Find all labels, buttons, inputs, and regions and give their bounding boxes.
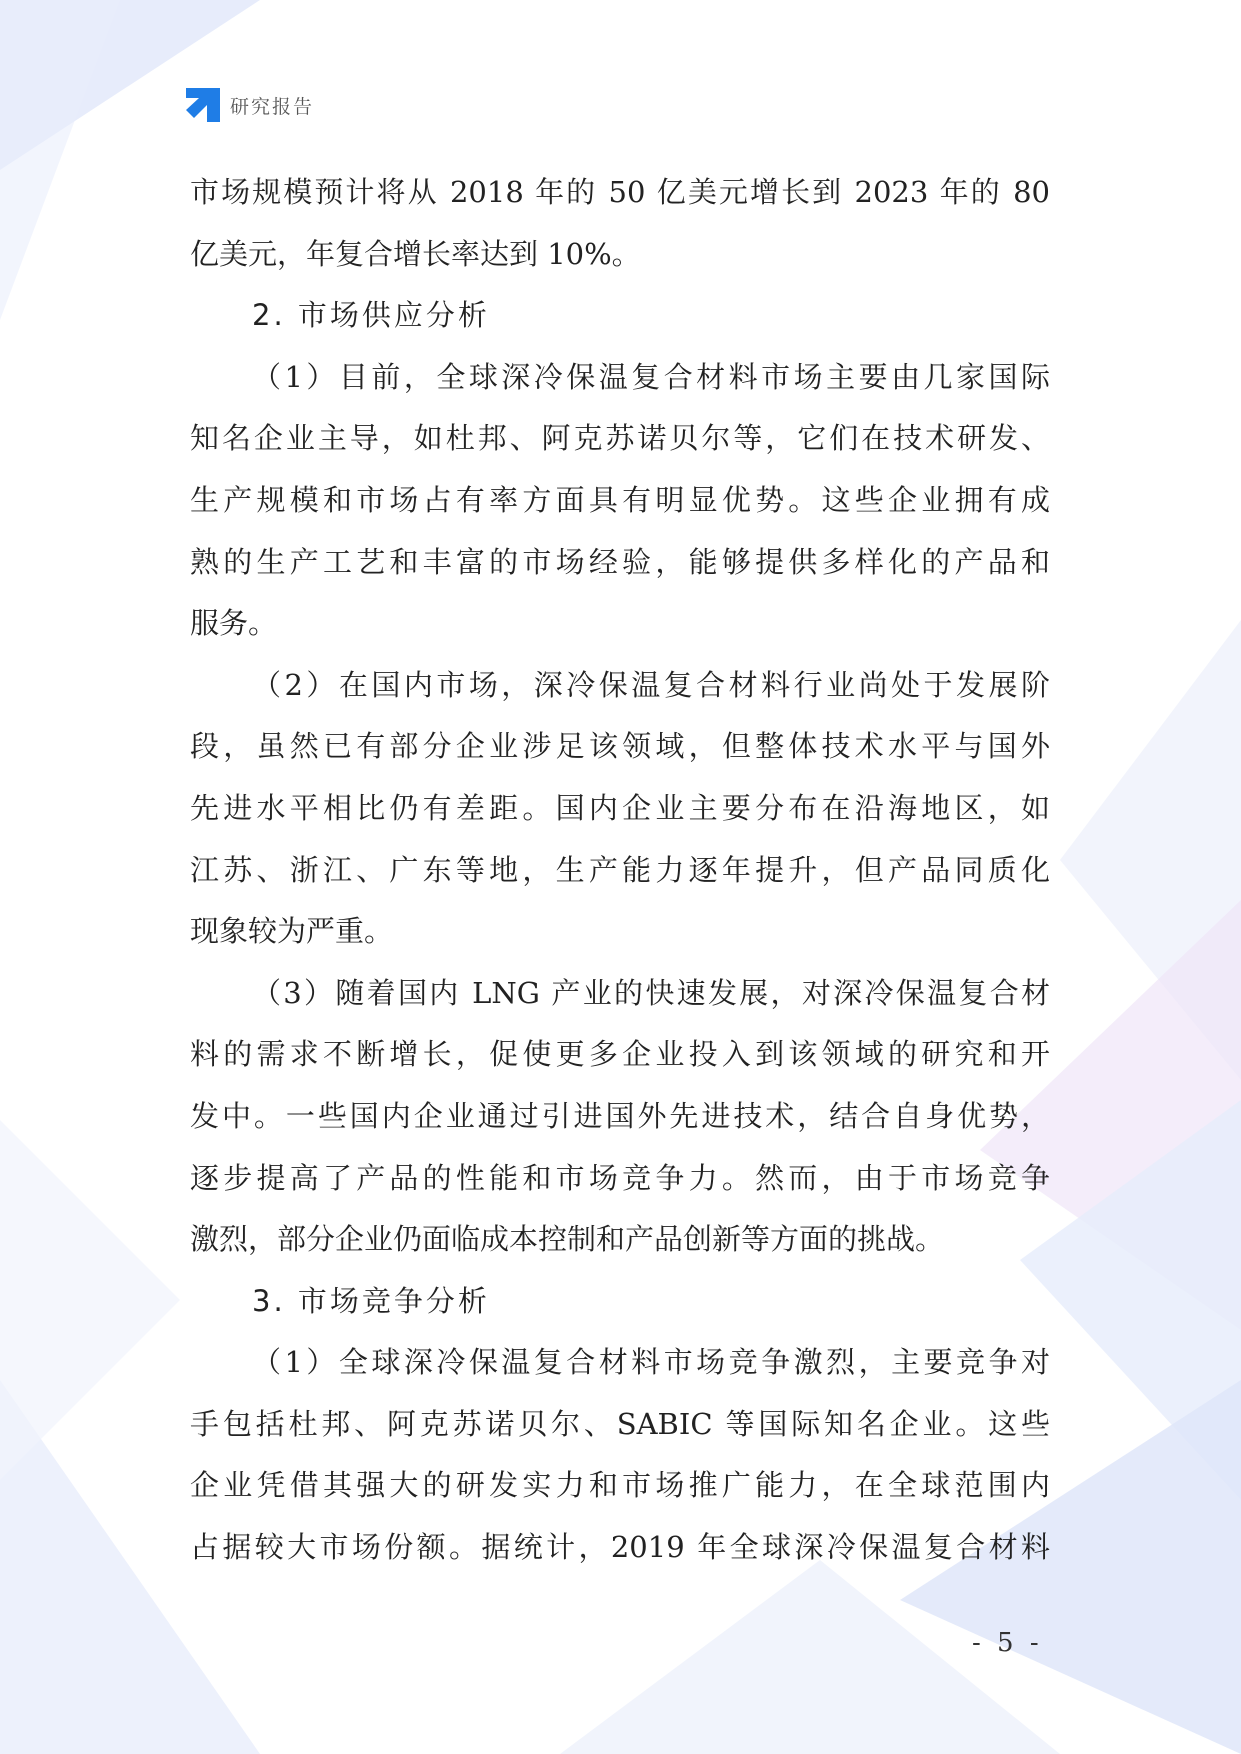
body-line: 发中。一些国内企业通过引进国外先进技术，结合自身优势， [190, 1098, 1050, 1133]
body-line: （1）全球深冷保温复合材料市场竞争激烈，主要竞争对 [252, 1345, 1050, 1380]
body-line: 手包括杜邦、阿克苏诺贝尔、SABIC 等国际知名企业。这些 [190, 1406, 1050, 1441]
background-shape [0, 1120, 180, 1480]
body-line: 料的需求不断增长，促使更多企业投入到该领域的研究和开 [190, 1037, 1050, 1072]
document-body [190, 162, 1050, 1579]
header-title: 研究报告 [230, 95, 315, 118]
body-line: （1）目前，全球深冷保温复合材料市场主要由几家国际 [252, 359, 1050, 394]
body-line: 段，虽然已有部分企业涉足该领域，但整体技术水平与国外 [190, 729, 1050, 764]
report-header [186, 88, 314, 122]
body-line: 江苏、浙江、广东等地，生产能力逐年提升，但产品同质化 [190, 852, 1050, 887]
body-line: 市场规模预计将从 2018 年的 50 亿美元增长到 2023 年的 80 [190, 175, 1050, 209]
page-number: - 5 - [972, 1628, 1043, 1658]
body-line: 服务。 [190, 606, 278, 641]
body-line: 亿美元，年复合增长率达到 10%。 [190, 236, 641, 271]
body-line: （2）在国内市场，深冷保温复合材料行业尚处于发展阶 [252, 667, 1050, 702]
body-line: 企业凭借其强大的研发实力和市场推广能力，在全球范围内 [190, 1468, 1050, 1503]
section-heading: 2. 市场供应分析 [252, 298, 490, 333]
body-line: 熟的生产工艺和丰富的市场经验，能够提供多样化的产品和 [190, 544, 1050, 579]
body-line: （3）随着国内 LNG 产业的快速发展，对深冷保温复合材 [252, 975, 1050, 1010]
background-shape [0, 0, 120, 320]
body-line: 先进水平相比仍有差距。国内企业主要分布在沿海地区，如 [190, 790, 1050, 825]
body-line: 占据较大市场份额。据统计，2019 年全球深冷保温复合材料 [190, 1530, 1050, 1565]
body-line: 激烈，部分企业仍面临成本控制和产品创新等方面的挑战。 [190, 1222, 945, 1257]
body-line: 生产规模和市场占有率方面具有明显优势。这些企业拥有成 [190, 482, 1050, 517]
body-line: 现象较为严重。 [190, 914, 394, 949]
section-heading: 3. 市场竞争分析 [252, 1283, 490, 1318]
body-line: 逐步提高了产品的性能和市场竞争力。然而，由于市场竞争 [190, 1160, 1050, 1195]
body-line: 知名企业主导，如杜邦、阿克苏诺贝尔等，它们在技术研发、 [190, 421, 1050, 456]
arrow-up-right-icon [186, 88, 220, 122]
